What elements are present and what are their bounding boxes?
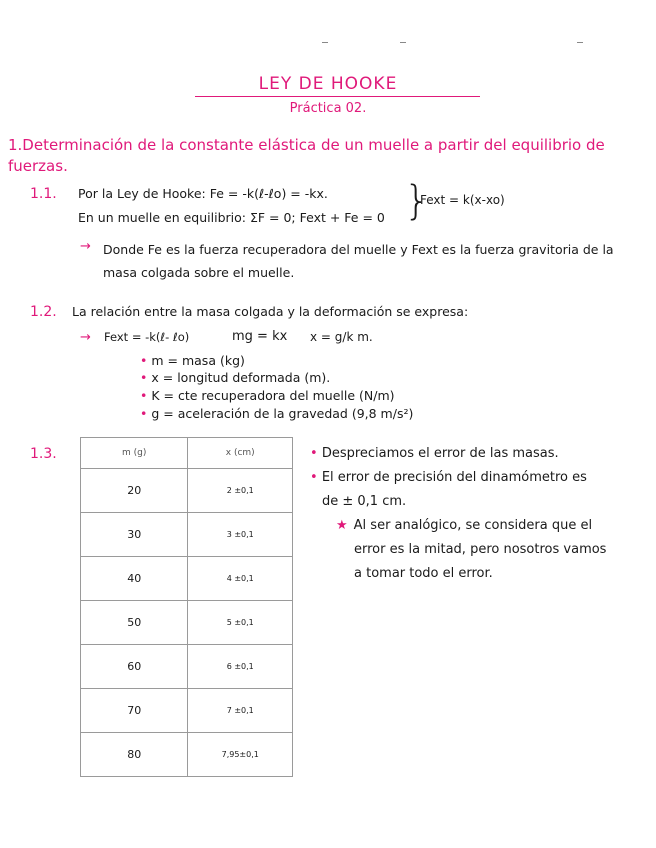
bullet-icon: • xyxy=(310,470,318,485)
table-cell: 20 xyxy=(81,469,188,513)
star-note: ★ Al ser analógico, se considera que el xyxy=(336,518,593,533)
section-heading: 1.Determinación de la constante elástica de un muelle a partir del equilibrio de fuerzas. xyxy=(8,136,605,175)
list-item: • K = cte recuperadora del muelle (N/m) xyxy=(140,388,395,403)
bullet-icon: • xyxy=(140,353,148,368)
note-text: Donde Fe es la fuerza recuperadora del muelle y Fext es la fuerza gravitoria de la masa colgada sobre el muelle. xyxy=(103,242,614,280)
brace-result: Fext = k(x-xo) xyxy=(420,193,505,207)
table-row xyxy=(81,601,293,645)
scan-mark xyxy=(577,42,583,43)
table-cell: 70 xyxy=(81,689,188,733)
table-cell: 80 xyxy=(81,733,188,777)
table-header-row xyxy=(81,438,293,469)
table-row xyxy=(81,557,293,601)
column-header: m (g) xyxy=(81,438,188,469)
table-cell: 7 ±0,1 xyxy=(188,689,293,733)
table-row xyxy=(81,469,293,513)
column-header: x (cm) xyxy=(188,438,293,469)
arrow-icon: → xyxy=(80,330,91,345)
list-item: • x = longitud deformada (m). xyxy=(140,370,331,385)
subsection-number: 1.1. xyxy=(30,186,57,202)
deformation-equation: x = g/k m. xyxy=(310,330,373,344)
note-bullet: • Despreciamos el error de las masas. xyxy=(310,446,559,461)
brace-symbol: } xyxy=(404,178,430,224)
bullet-icon: • xyxy=(140,406,148,421)
table-row xyxy=(81,513,293,557)
page-subtitle: Práctica 02. xyxy=(289,101,367,116)
bullet-icon: • xyxy=(140,370,148,385)
arrow-icon: → xyxy=(80,239,91,254)
note-text: de ± 0,1 cm. xyxy=(322,494,407,509)
relation-intro: La relación entre la masa colgada y la deformación se expresa: xyxy=(72,304,469,319)
title-underline xyxy=(195,96,480,97)
bullet-icon: • xyxy=(310,446,318,461)
table-cell: 60 xyxy=(81,645,188,689)
subsection-number: 1.3. xyxy=(30,446,57,462)
table-cell: 40 xyxy=(81,557,188,601)
table-row xyxy=(81,689,293,733)
equilibrium-equation: En un muelle en equilibrio: ΣF = 0; Fext + Fe = 0 xyxy=(78,210,385,225)
table-cell: 5 ±0,1 xyxy=(188,601,293,645)
table-cell: 7,95±0,1 xyxy=(188,733,293,777)
table-cell: 4 ±0,1 xyxy=(188,557,293,601)
list-item: • m = masa (kg) xyxy=(140,353,245,368)
scan-mark xyxy=(322,42,328,43)
measurement-table xyxy=(80,437,293,777)
table-row xyxy=(81,733,293,777)
table-cell: 3 ±0,1 xyxy=(188,513,293,557)
subsection-number: 1.2. xyxy=(30,304,57,320)
table-cell: 30 xyxy=(81,513,188,557)
hooke-law-equation: Por la Ley de Hooke: Fe = -k(ℓ-ℓo) = -kx. xyxy=(78,186,328,201)
note-text: a tomar todo el error. xyxy=(354,566,493,581)
table-cell: 2 ±0,1 xyxy=(188,469,293,513)
force-equation: Fext = -k(ℓ- ℓo) xyxy=(104,330,190,344)
table-cell: 6 ±0,1 xyxy=(188,645,293,689)
page-title: LEY DE HOOKE xyxy=(258,74,398,94)
bullet-icon: • xyxy=(140,388,148,403)
list-item: • g = aceleración de la gravedad (9,8 m/s²) xyxy=(140,406,414,421)
table-cell: 50 xyxy=(81,601,188,645)
scan-mark xyxy=(400,42,406,43)
note-text: error es la mitad, pero nosotros vamos xyxy=(354,542,607,557)
note-bullet: • El error de precisión del dinamómetro es xyxy=(310,470,587,485)
star-icon: ★ xyxy=(336,518,348,533)
table-row xyxy=(81,645,293,689)
mass-equation: mg = kx xyxy=(232,329,288,344)
